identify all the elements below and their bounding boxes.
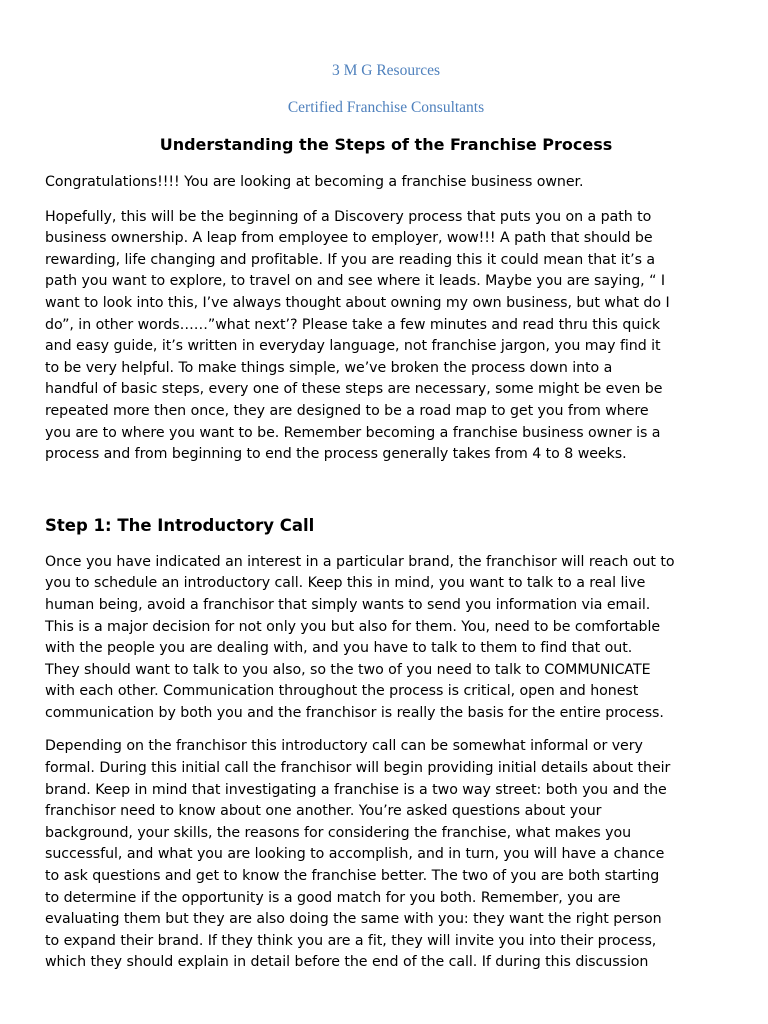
discovery-paragraph (45, 207, 727, 466)
paragraph-line: handful of basic steps, every one of these steps are necessary, some might be even be (45, 381, 663, 398)
paragraph-line: business ownership. A leap from employee to employer, wow!!! A path that should be (45, 230, 653, 247)
paragraph-line: formal. During this initial call the franchisor will begin providing initial details about their (45, 760, 671, 777)
paragraph-line: brand. Keep in mind that investigating a franchise is a two way street: both you and the (45, 781, 667, 798)
paragraph-line: process and from beginning to end the process generally takes from 4 to 8 weeks. (45, 446, 627, 463)
paragraph-line: rewarding, life changing and profitable. If you are reading this it could mean that it’s a (45, 251, 656, 268)
paragraph-line: you to schedule an introductory call. Keep this in mind, you want to talk to a real live (45, 575, 646, 592)
paragraph-line: communication by both you and the franchisor is really the basis for the entire process. (45, 704, 664, 721)
step1-paragraph-1 (45, 552, 727, 725)
paragraph-line: repeated more then once, they are designed to be a road map to get you from where (45, 402, 649, 419)
document-title: Understanding the Steps of the Franchise Process (159, 135, 613, 154)
intro-paragraph: Congratulations!!!! You are looking at becoming a franchise business owner. (45, 174, 584, 190)
paragraph-line: want to look into this, I’ve always thought about owning my own business, but what do I (45, 294, 670, 311)
paragraph-line: franchisor need to know about one another. You’re asked questions about your (45, 803, 602, 820)
paragraph-line: to be very helpful. To make things simple, we’ve broken the process down into a (45, 359, 613, 376)
step1-heading: Step 1: The Introductory Call (45, 515, 315, 535)
paragraph-line: They should want to talk to you also, so the two of you need to talk to COMMUNICATE (45, 661, 651, 678)
paragraph-line: path you want to explore, to travel on and see where it leads. Maybe you are saying, “ I (45, 273, 665, 290)
paragraph-line: and easy guide, it’s written in everyday language, not franchise jargon, you may find it (45, 338, 661, 355)
paragraph-line: Depending on the franchisor this introductory call can be somewhat informal or very (45, 738, 643, 755)
paragraph-line: you are to where you want to be. Remember becoming a franchise business owner is a (45, 424, 661, 441)
paragraph-line: background, your skills, the reasons for considering the franchise, what makes you (45, 824, 632, 841)
paragraph-line: successful, and what you are looking to accomplish, and in turn, you will have a chance (45, 846, 665, 863)
paragraph-line: human being, avoid a franchisor that simply wants to send you information via email. (45, 596, 651, 613)
paragraph-line: with each other. Communication throughout the process is critical, open and honest (45, 683, 639, 700)
company-tagline: Certified Franchise Consultants (287, 99, 485, 116)
paragraph-line: to expand their brand. If they think you are a fit, they will invite you into their process, (45, 932, 657, 949)
document-page (45, 56, 727, 974)
paragraph-line: which they should explain in detail before the end of the call. If during this discussion (45, 954, 649, 971)
paragraph-line: to ask questions and get to know the franchise better. The two of you are both starting (45, 868, 660, 885)
company-name: 3 M G Resources (331, 62, 441, 79)
paragraph-line: Hopefully, this will be the beginning of a Discovery process that puts you on a path to (45, 208, 652, 225)
paragraph-line: Once you have indicated an interest in a particular brand, the franchisor will reach out to (45, 553, 675, 570)
paragraph-line: This is a major decision for not only you but also for them. You, need to be comfortable (45, 618, 661, 635)
paragraph-line: with the people you are dealing with, and you have to talk to them to find that out. (45, 640, 633, 657)
paragraph-line: to determine if the opportunity is a good match for you both. Remember, you are (45, 889, 621, 906)
step1-paragraph-2 (45, 736, 727, 974)
paragraph-line: do”, in other words……”what next’? Please take a few minutes and read thru this quick (45, 316, 661, 333)
paragraph-line: evaluating them but they are also doing the same with you: they want the right person (45, 911, 662, 928)
